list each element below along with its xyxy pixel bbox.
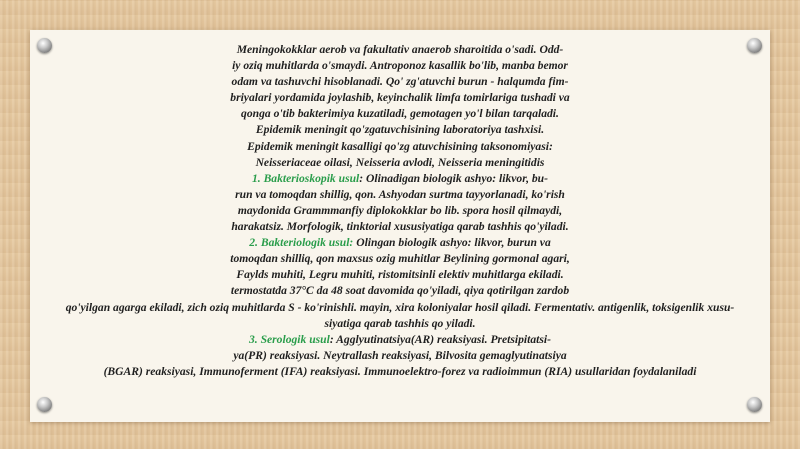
text-line: (BGAR) reaksiyasi, Immunoferment (IFA) reaksiyasi. Immunoelektro-forez va radioimmun (RIA) usullaridan foydalaniladi — [103, 364, 697, 378]
text-line: ya(PR) reaksiyasi. Neytrallash reaksiyasi, Bilvosita gemaglyutinatsiya — [233, 348, 567, 362]
text-line: Epidemik meningit kasalligi qo'zg atuvchisining taksonomiyasi: — [247, 139, 553, 153]
method-line — [44, 171, 756, 187]
method-label-bakteriologik: 2. Bakteriologik usul: — [249, 236, 354, 250]
text-line: maydonida Grammmanfiy diplokokklar bo lib. spora hosil qilmaydi, — [237, 203, 563, 217]
text-line: Meningokokklar aerob va fakultativ anaerob sharoitida o'sadi. Odd- — [236, 43, 564, 56]
method-text: : Olinadigan biologik ashyo: likvor, bu- — [359, 171, 548, 185]
method-label-serologik: 3. Serologik usul — [248, 332, 330, 346]
text-line: briyalari yordamida joylashib, keyinchalik limfa tomirlariga tushadi va — [230, 91, 570, 105]
text-line: qo'yilgan agarga ekiladi, zich oziq muhitlarda S - ko'rinishli. mayin, xira koloniyalar hosil qiladi. Fermentativ. antigenlik, toksigenlik xusu- — [65, 300, 735, 314]
text-line: siyatiga qarab tashhis qo yiladi. — [324, 316, 476, 330]
text-line: termostatda 37°C da 48 soat davomida qo'yiladi, qiya qotirilgan zardob — [230, 284, 570, 298]
method-text: Olingan biologik ashyo: likvor, burun va — [353, 236, 551, 250]
text-line: Faylds muhiti, Legru muhiti, ristomitsinli elektiv muhitlarga ekiladi. — [236, 268, 564, 282]
text-line: Neisseriaceae oilasi, Neisseria avlodi, Neisseria meningitidis — [255, 155, 545, 169]
method-line — [44, 235, 756, 251]
text-line: tomoqdan shilliq, qon maxsus ozig muhitlar Beylining gormonal agari, — [230, 252, 570, 266]
text-line: odam va tashuvchi hisoblanadi. Qo' zg'atuvchi burun - halqumda fim- — [231, 75, 569, 89]
pushpin-icon — [37, 397, 52, 412]
method-line — [44, 332, 756, 348]
text-line: harakatsiz. Morfologik, tinktorial xususiyatiga qarab tashhis qo'yiladi. — [231, 220, 569, 234]
method-text: : Agglyutinatsiya(AR) reaksiyasi. Pretsipitatsi- — [329, 332, 551, 346]
pushpin-icon — [747, 397, 762, 412]
document-text — [44, 42, 756, 380]
method-label-bakterioskopik: 1. Bakterioskopik usul — [251, 171, 360, 185]
text-line: qonga o'tib bakterimiya kuzatiladi, gemotagen yo'l bilan tarqaladi. — [241, 107, 559, 121]
text-line: iy oziq muhitlarda o'smaydi. Antroponoz kasallik bo'lib, manba bemor — [232, 59, 568, 73]
section-heading: Epidemik meningit qo'zgatuvchisining laboratoriya tashxisi. — [255, 123, 545, 137]
text-line: run va tomoqdan shillig, qon. Ashyodan surtma tayyorlanadi, ko'rish — [235, 187, 565, 201]
slide-board — [30, 30, 770, 422]
